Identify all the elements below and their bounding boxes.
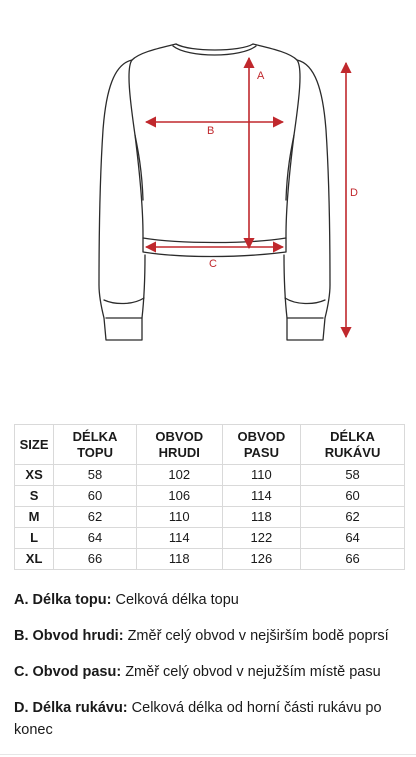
length-cell: 66 [54,549,137,570]
header-size: SIZE [15,425,54,465]
header-chest-text: OBVOD HRUDI [155,428,204,460]
table-row [15,549,405,570]
size-cell: S [15,486,54,507]
size-cell: M [15,507,54,528]
chest-cell: 102 [136,465,222,486]
size-chart-table [14,424,405,570]
legend-item-c [14,661,406,683]
legend-term: D. Délka rukávu: [14,700,128,716]
chest-cell: 110 [136,507,222,528]
legend-term: A. Délka topu: [14,592,112,608]
header-waist [222,425,300,465]
length-cell: 60 [54,486,137,507]
chest-cell: 114 [136,528,222,549]
table-header-row [15,425,405,465]
sleeve-cell: 62 [301,507,405,528]
sleeve-cell: 58 [301,465,405,486]
bottom-divider [0,754,416,755]
label-d: D [350,187,358,199]
size-cell: XL [15,549,54,570]
header-length [54,425,137,465]
label-b: B [207,125,215,137]
label-a: A [257,70,265,82]
sleeve-cell: 66 [301,549,405,570]
legend-term: C. Obvod pasu: [14,664,122,680]
header-waist-text: OBVOD PASU [237,428,286,460]
header-length-text: DÉLKA TOPU [72,428,118,460]
legend-item-b [14,625,406,647]
header-sleeve-text: DÉLKA RUKÁVU [324,428,381,460]
length-cell: 64 [54,528,137,549]
legend-desc: Celková délka od horní části rukávu po konec [14,700,382,738]
label-c: C [209,258,217,270]
length-cell: 62 [54,507,137,528]
table-row [15,465,405,486]
legend-desc: Změř celý obvod v nejširším bodě poprsí [127,628,389,644]
table-row [15,507,405,528]
measurement-arrows [146,58,346,337]
legend-desc: Celková délka topu [115,592,239,608]
legend-term: B. Obvod hrudi: [14,628,124,644]
size-cell: XS [15,465,54,486]
waist-cell: 110 [222,465,300,486]
waist-cell: 114 [222,486,300,507]
chest-cell: 106 [136,486,222,507]
legend-desc: Změř celý obvod v nejužším místě pasu [125,664,381,680]
length-cell: 58 [54,465,137,486]
waist-cell: 118 [222,507,300,528]
header-chest [136,425,222,465]
sleeve-cell: 64 [301,528,405,549]
legend-item-d [14,697,406,741]
sleeve-cell: 60 [301,486,405,507]
table-row [15,528,405,549]
legend-item-a [14,589,406,611]
waist-cell: 126 [222,549,300,570]
table-row [15,486,405,507]
garment-outline [99,44,330,340]
chest-cell: 118 [136,549,222,570]
waist-cell: 122 [222,528,300,549]
size-cell: L [15,528,54,549]
header-sleeve [301,425,405,465]
measurement-legend [14,589,406,755]
